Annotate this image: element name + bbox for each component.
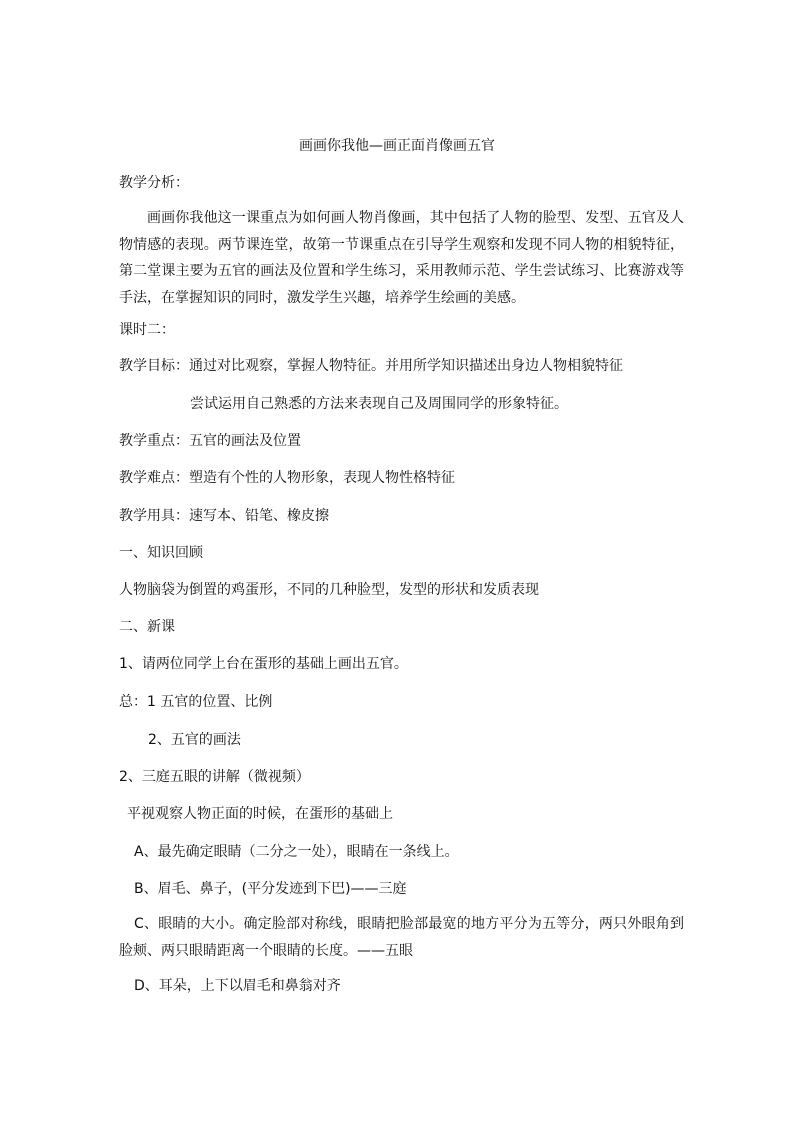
section-new-heading: 二、新课 bbox=[119, 619, 175, 635]
teaching-key-point: 教学重点：五官的画法及位置 bbox=[119, 433, 301, 449]
point-a: A、最先确定眼睛（二分之一处），眼睛在一条线上。 bbox=[134, 844, 459, 860]
teaching-goal-1: 教学目标：通过对比观察，掌握人物特征。并用所学知识描述出身边人物相貌特征 bbox=[119, 358, 623, 374]
teaching-tools: 教学用具：速写本、铅笔、橡皮擦 bbox=[119, 508, 329, 524]
point-c: C、眼睛的大小。确定脸部对称线，眼睛把脸部最宽的地方平分为五等分，两只外眼角到脸颊、两只眼睛距离一个眼睛的长度。——五眼 bbox=[119, 916, 684, 959]
point-b: B、眉毛、鼻子，(平分发迹到下巴)——三庭 bbox=[134, 881, 407, 897]
new-item-2: 2、三庭五眼的讲解（微视频） bbox=[119, 769, 310, 785]
lesson-label: 课时二： bbox=[119, 322, 175, 338]
point-d: D、耳朵，上下以眉毛和鼻翁对齐 bbox=[134, 978, 341, 994]
analysis-paragraph: 画画你我他这一课重点为如何画人物肖像画，其中包括了人物的脸型、发型、五官及人物情感的表现。两节课连堂，故第一节课重点在引导学生观察和发现不同人物的相貌特征，第二堂课主要为五官的画法及位置和学生练习，采用教师示范、学生尝试练习、比赛游戏等手法，在掌握知识的同时，激发学生兴趣，培养学生绘画的美感。 bbox=[119, 210, 684, 306]
document-title: 画画你我他—画正面肖像画五官 bbox=[299, 138, 495, 154]
summary-1: 总：1 五官的位置、比例 bbox=[119, 694, 273, 710]
new-item-1: 1、请两位同学上台在蛋形的基础上画出五官。 bbox=[119, 656, 408, 672]
teaching-goal-2: 尝试运用自己熟悉的方法来表现自己及周围同学的形象特征。 bbox=[190, 396, 568, 412]
summary-2: 2、五官的画法 bbox=[148, 732, 241, 748]
review-body: 人物脑袋为倒置的鸡蛋形，不同的几种脸型，发型的形状和发质表现 bbox=[119, 582, 539, 598]
analysis-heading: 教学分析： bbox=[119, 175, 189, 191]
section-review-heading: 一、知识回顾 bbox=[119, 545, 203, 561]
teaching-difficulty: 教学难点：塑造有个性的人物形象，表现人物性格特征 bbox=[119, 470, 455, 486]
observe-line: 平视观察人物正面的时候，在蛋形的基础上 bbox=[127, 806, 393, 822]
